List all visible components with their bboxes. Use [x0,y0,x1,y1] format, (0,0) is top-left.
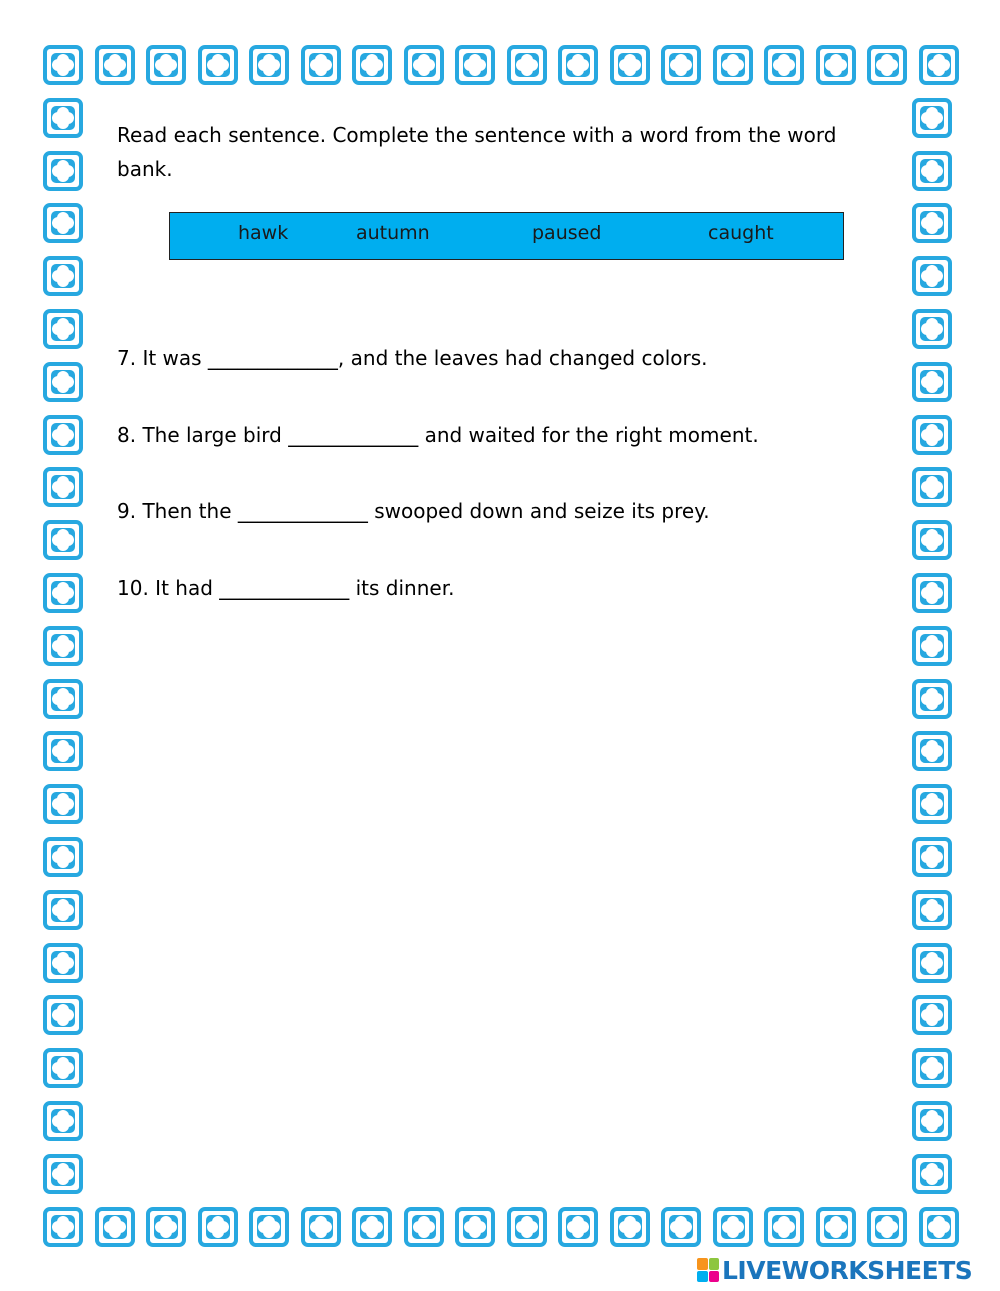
border-flower-icon [610,1207,650,1247]
border-flower-icon [43,151,83,191]
sentence-7: 7. It was _____________, and the leaves had changed colors. [117,346,708,370]
border-flower-icon [764,1207,804,1247]
border-flower-icon [919,45,959,85]
border-flower-icon [95,45,135,85]
border-flower-icon [867,1207,907,1247]
border-flower-icon [43,679,83,719]
border-flower-icon [661,1207,701,1247]
border-flower-icon [507,1207,547,1247]
sentence-9: 9. Then the _____________ swooped down and seize its prey. [117,499,710,523]
border-flower-icon [867,45,907,85]
border-flower-icon [43,362,83,402]
border-flower-icon [146,1207,186,1247]
border-flower-icon [912,784,952,824]
border-flower-icon [43,784,83,824]
liveworksheets-logo [697,1255,972,1285]
border-flower-icon [610,45,650,85]
word-bank-word: caught [708,222,774,244]
border-flower-icon [912,467,952,507]
border-flower-icon [43,1048,83,1088]
border-flower-icon [43,1154,83,1194]
border-flower-icon [352,45,392,85]
border-flower-icon [912,203,952,243]
border-flower-icon [912,1154,952,1194]
border-flower-icon [43,626,83,666]
border-flower-icon [404,1207,444,1247]
border-flower-icon [816,1207,856,1247]
border-flower-icon [352,1207,392,1247]
border-flower-icon [912,890,952,930]
border-flower-icon [198,45,238,85]
border-flower-icon [43,890,83,930]
border-flower-icon [764,45,804,85]
border-flower-icon [404,45,444,85]
border-flower-icon [912,995,952,1035]
border-flower-icon [301,45,341,85]
border-flower-icon [43,98,83,138]
border-flower-icon [198,1207,238,1247]
border-flower-icon [43,520,83,560]
border-flower-icon [43,415,83,455]
border-flower-icon [43,256,83,296]
logo-text: LIVEWORKSHEETS [722,1255,973,1285]
word-bank-word: autumn [356,222,430,244]
sentence-8: 8. The large bird _____________ and waited for the right moment. [117,423,759,447]
border-flower-icon [43,1101,83,1141]
border-flower-icon [713,45,753,85]
border-flower-icon [95,1207,135,1247]
border-flower-icon [455,45,495,85]
border-flower-icon [43,309,83,349]
sentence-10: 10. It had _____________ its dinner. [117,576,455,600]
border-flower-icon [912,837,952,877]
border-flower-icon [912,520,952,560]
border-flower-icon [912,626,952,666]
border-flower-icon [912,362,952,402]
border-flower-icon [43,995,83,1035]
border-flower-icon [713,1207,753,1247]
border-flower-icon [146,45,186,85]
border-flower-icon [912,731,952,771]
border-flower-icon [919,1207,959,1247]
logo-mark-icon [697,1258,719,1282]
border-flower-icon [661,45,701,85]
border-flower-icon [816,45,856,85]
border-flower-icon [43,573,83,613]
border-flower-icon [912,415,952,455]
border-flower-icon [249,45,289,85]
border-flower-icon [43,45,83,85]
border-flower-icon [912,151,952,191]
border-flower-icon [455,1207,495,1247]
border-flower-icon [43,837,83,877]
border-flower-icon [912,309,952,349]
border-flower-icon [912,1048,952,1088]
border-flower-icon [558,45,598,85]
border-flower-icon [43,943,83,983]
border-flower-icon [912,98,952,138]
border-flower-icon [912,573,952,613]
border-flower-icon [43,1207,83,1247]
word-bank [169,212,844,260]
instructions-text: Read each sentence. Complete the sentence with a word from the word bank. [117,123,837,181]
border-flower-icon [912,679,952,719]
border-flower-icon [912,1101,952,1141]
border-flower-icon [912,943,952,983]
word-bank-word: hawk [238,222,289,244]
border-flower-icon [507,45,547,85]
border-flower-icon [43,467,83,507]
border-flower-icon [558,1207,598,1247]
border-flower-icon [912,256,952,296]
border-flower-icon [43,731,83,771]
border-flower-icon [43,203,83,243]
word-bank-word: paused [532,222,602,244]
border-flower-icon [249,1207,289,1247]
border-flower-icon [301,1207,341,1247]
